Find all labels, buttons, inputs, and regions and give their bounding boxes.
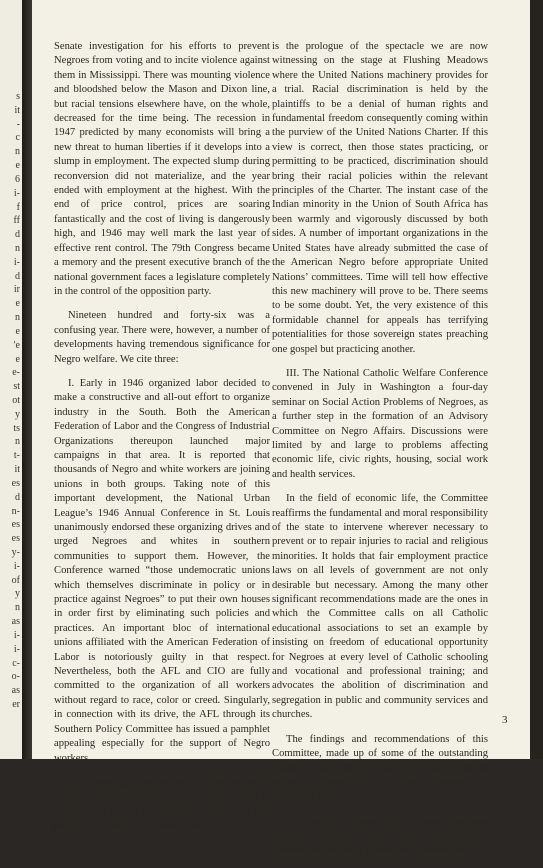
previous-page-text-fragment: e — [15, 353, 20, 365]
previous-page-text-fragment: n — [15, 602, 20, 614]
previous-page-text-fragment: es — [11, 519, 20, 531]
previous-page-text-fragment: e- — [12, 367, 20, 379]
previous-page-text-fragment: n- — [11, 505, 20, 517]
previous-page-text-fragment: e — [15, 160, 20, 172]
document-page — [32, 0, 530, 856]
right-column — [272, 40, 488, 868]
previous-page-text-fragment: i- — [13, 256, 20, 268]
previous-page-text-fragment: es — [11, 477, 20, 489]
paragraph: is the prologue of the spectacle we are now witnessing on the stage at Flushing Meadows where the United Nations machinery provides for a trial. Racial discrimination is held by the plaintiffs to be a denial of human rights and fundamental freedom consequently coming within the purview of the United Nations Charter. If this view is correct, then those states practicing, or permitting to be practiced, discrimination should bring their racial policies within the relevant principles of the Charter. The instant case of the Indian minority in the Union of South Africa has been warmly and vigorously discussed by both sides. A number of important organizations in the United States have already submitted the case of the American Negro before appropriate United Nations’ committees. Time will tell how effective this new machinery will prove to be. There seems to be some doubt. Yet, the very existence of this formidable channel for appeals has terrifying potentialities for those sovereign states preaching one gospel but practicing another. — [272, 41, 488, 355]
previous-page-text-fragment: er — [12, 699, 20, 710]
previous-page-text-fragment: n — [15, 146, 20, 158]
previous-page-text-fragment: of — [11, 574, 20, 586]
previous-page-text-fragment: e — [15, 325, 20, 337]
left-column — [54, 40, 270, 844]
paragraph: I. Early in 1946 organized labor decided to make a constructive and all-out effort to organize industry in the South. Both the American Federation of Labor and the Congress of Industrial Organizations thereupon launched major campaigns in that area. It is reported that thousands of Negro and white workers are joining unions in both groups. Taking note of this important development, the National Urban League’s 1946 Annual Conference in St. Louis unanimously endorsed these organizing drives and urged Negroes and whites in southern communities to support them. However, the Conference warned “those undemocratic unions which themselves discriminate in policy or in practice against Negroes” to put their own houses in order first by eliminating such policies and practices. An important bloc of international unions affiliated with the American Federation of Labor is notoriously guilty in that respect. Nevertheless, both the AFL and CIO are fully committed to the organization of all workers without regard to race, color or creed. Singularly, in connection with its drive, the AFL through its Southern Policy Committee has issued a pamphlet appealing especially for the support of Negro workers. — [54, 377, 270, 764]
previous-page-text-fragment: i- — [13, 560, 20, 572]
previous-page-text-fragment: n — [15, 436, 20, 448]
previous-page-text-fragment: es — [11, 533, 20, 545]
previous-page-edge — [0, 0, 22, 759]
previous-page-text-fragment: as — [11, 616, 20, 628]
paragraph: Senate investigation for his efforts to prevent Negroes from voting and to incite violence against them in Mississippi. There was mounting violence and bloodshed below the Mason and Dixon line, but racial tensions elsewhere have, on the whole, decreased for the time being. The recession in 1947 predicted by many economists will bring a new threat to human liberties if it develops into a slump in employment. The expected slump during reconversion did not materialize, and the year ended with employment at the highest. With the end of price control, prices are soaring fantastically and the cost of living is dangerously high, and 1946 may well mark the last year of effective rent control. The 79th Congress became a memory and the present executive branch of the national government faces a legislature completely in the control of the opposition party. — [54, 41, 270, 297]
previous-page-text-fragment: f — [16, 201, 20, 213]
previous-page-text-fragment: i- — [13, 643, 20, 655]
previous-page-text-fragment: c — [15, 132, 20, 144]
previous-page-text-fragment: ff — [13, 215, 20, 227]
paragraph: III. The National Catholic Welfare Conference convened in July in Washington a four-day seminar on Social Action Problems of Negroes, as a further step in the formation of an Advisory Committee on Negro Affairs. Discussions were limited by and large to problems affecting economic life, civic rights, housing, social work and health services. — [272, 367, 488, 480]
previous-page-text-fragment: 'e — [13, 339, 20, 351]
previous-page-text-fragment: c- — [12, 657, 20, 669]
previous-page-text-fragment: - — [16, 118, 20, 130]
previous-page-text-fragment: y — [15, 408, 20, 420]
paragraph: II. A sovereign state accused of discrimination against racial minorities now for the first time in history may be put on trial before the world and judged by “a jury of its peers.” Such — [54, 776, 270, 832]
previous-page-text-fragment: ir — [13, 284, 20, 296]
paragraph: Nineteen hundred and forty-six was a confusing year. There were, however, a number of developments having tremendous significance for Negro welfare. We cite three: — [54, 310, 270, 365]
previous-page-text-fragment: y — [15, 588, 20, 600]
previous-page-text-fragment: y- — [11, 547, 20, 558]
previous-page-text-fragment: it — [14, 464, 20, 476]
right-background-edge — [530, 0, 543, 759]
previous-page-text-fragment: n — [15, 312, 20, 324]
paragraph: In the field of economic life, the Committee reaffirms the fundamental and moral responsibility of the state to intervene wherever necessary to prevent or to repair injuries to racial and religious minorities. It holds that fair employment practice laws on all levels of government are not only desirable but necessary. Among the many other significant recommendations made are the ones in which the Committee calls on all Catholic educational associations to set an example by insisting on freedom of educational opportunity for Negroes at every level of Catholic schooling and vocational and professional training; and advocates the abolition of discrimination and segregation in public and community services and churches. — [272, 493, 488, 721]
previous-page-text-fragment: d — [15, 270, 20, 282]
previous-page-text-fragment: ot — [12, 395, 20, 406]
book-gutter — [22, 0, 32, 759]
previous-page-text-fragment: n — [15, 243, 20, 254]
previous-page-text-fragment: d — [15, 491, 20, 503]
previous-page-text-fragment: o- — [11, 671, 20, 683]
previous-page-text-fragment: i- — [13, 629, 20, 641]
previous-page-text-fragment: i- — [13, 187, 20, 199]
previous-page-text-fragment: ts — [13, 422, 20, 434]
previous-page-text-fragment: as — [11, 685, 20, 697]
paragraph: The findings and recommendations of this Committee, made up of some of the outstanding leaders of the Catholic Church in America, should prove of utmost value in the furtherance of interracial good will. — [272, 733, 488, 803]
previous-page-text-fragment: t- — [13, 450, 20, 462]
paragraph: Put together, these three events represent important signposts helping to direct us all toward sounder and healthier American communities. — [272, 815, 488, 856]
previous-page-text-fragment: e — [15, 298, 20, 310]
previous-page-text-fragment: st — [13, 381, 20, 393]
previous-page-text-fragment: d — [15, 229, 20, 241]
previous-page-text-fragment: s — [16, 91, 20, 102]
previous-page-text-fragment: it — [14, 104, 20, 116]
page-number: 3 — [502, 714, 508, 726]
previous-page-text-fragment: 6 — [15, 173, 20, 185]
